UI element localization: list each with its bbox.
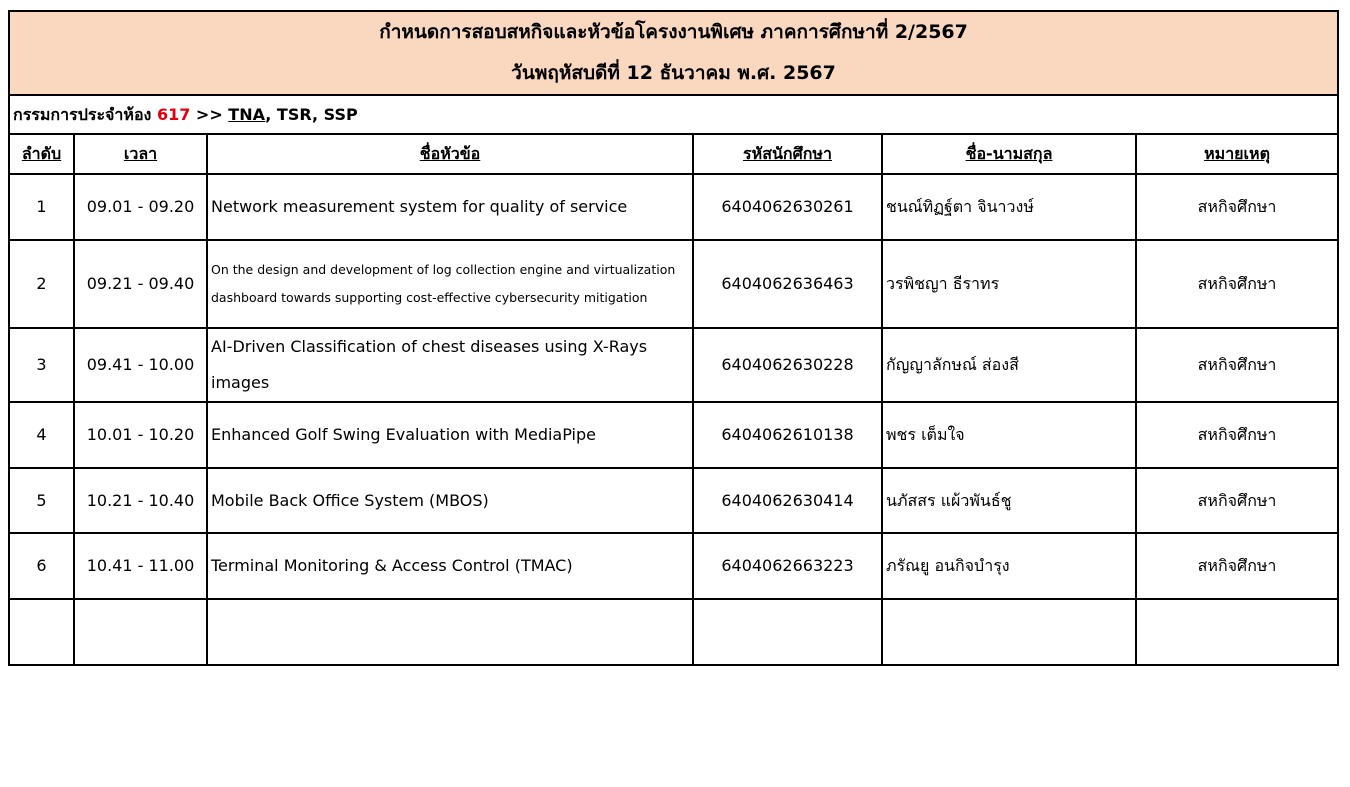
- cell-student-id: 6404062610138: [693, 402, 882, 468]
- committee-member-tna: TNA: [228, 104, 266, 124]
- header-note: หมายเหตุ: [1136, 134, 1338, 174]
- header-topic: ชื่อหัวข้อ: [207, 134, 693, 174]
- committee-members-rest: , TSR, SSP: [265, 104, 358, 124]
- empty-cell: [693, 599, 882, 665]
- cell-time: 10.21 - 10.40: [74, 468, 207, 533]
- table-row: [9, 533, 1338, 599]
- empty-cell: [74, 599, 207, 665]
- committee-prefix: กรรมการประจำห้อง: [13, 104, 157, 124]
- cell-note: สหกิจศึกษา: [1136, 402, 1338, 468]
- cell-student-id: 6404062630414: [693, 468, 882, 533]
- cell-order: 5: [9, 468, 74, 533]
- cell-time: 09.01 - 09.20: [74, 174, 207, 240]
- empty-row: [9, 599, 1338, 665]
- cell-name: ชนณ์ทิฏฐ์ตา จินาวงษ์: [882, 174, 1136, 240]
- table-row: [9, 468, 1338, 533]
- cell-note: สหกิจศึกษา: [1136, 533, 1338, 599]
- schedule-table: [8, 10, 1339, 666]
- title-banner: [9, 11, 1338, 95]
- cell-note: สหกิจศึกษา: [1136, 240, 1338, 328]
- table-row: [9, 328, 1338, 402]
- table-row: [9, 240, 1338, 328]
- table-row: [9, 402, 1338, 468]
- cell-note: สหกิจศึกษา: [1136, 174, 1338, 240]
- table-row: [9, 174, 1338, 240]
- empty-cell: [207, 599, 693, 665]
- cell-name: พชร เต็มใจ: [882, 402, 1136, 468]
- title-line-1: กำหนดการสอบสหกิจและหัวข้อโครงงานพิเศษ ภาคการศึกษาที่ 2/2567: [379, 21, 968, 43]
- cell-student-id: 6404062636463: [693, 240, 882, 328]
- empty-cell: [882, 599, 1136, 665]
- cell-note: สหกิจศึกษา: [1136, 468, 1338, 533]
- cell-note: สหกิจศึกษา: [1136, 328, 1338, 402]
- cell-time: 09.21 - 09.40: [74, 240, 207, 328]
- cell-student-id: 6404062663223: [693, 533, 882, 599]
- cell-name: ภรัณยู อนกิจบำรุง: [882, 533, 1136, 599]
- room-number: 617: [156, 104, 191, 124]
- cell-order: 6: [9, 533, 74, 599]
- cell-topic: On the design and development of log collection engine and virtualization dashboard towards supporting cost-effective cybersecurity mitigation: [207, 240, 693, 328]
- cell-name: วรพิชญา ธีราทร: [882, 240, 1136, 328]
- cell-name: กัญญาลักษณ์ ส่องสี: [882, 328, 1136, 402]
- header-order: ลำดับ: [9, 134, 74, 174]
- cell-time: 09.41 - 10.00: [74, 328, 207, 402]
- cell-topic: Terminal Monitoring & Access Control (TMAC): [207, 533, 693, 599]
- cell-name: นภัสสร แผ้วพันธ์ชู: [882, 468, 1136, 533]
- cell-topic: Enhanced Golf Swing Evaluation with MediaPipe: [207, 402, 693, 468]
- cell-time: 10.01 - 10.20: [74, 402, 207, 468]
- cell-order: 3: [9, 328, 74, 402]
- cell-order: 1: [9, 174, 74, 240]
- header-time: เวลา: [74, 134, 207, 174]
- committee-row: [9, 95, 1338, 134]
- cell-order: 2: [9, 240, 74, 328]
- header-row: [9, 134, 1338, 174]
- cell-student-id: 6404062630228: [693, 328, 882, 402]
- header-name: ชื่อ-นามสกุล: [882, 134, 1136, 174]
- empty-cell: [9, 599, 74, 665]
- empty-cell: [1136, 599, 1338, 665]
- cell-topic: Network measurement system for quality of service: [207, 174, 693, 240]
- cell-topic: AI-Driven Classification of chest diseases using X-Rays images: [207, 328, 693, 402]
- schedule-sheet: [8, 10, 1337, 666]
- title-line-2: วันพฤหัสบดีที่ 12 ธันวาคม พ.ศ. 2567: [511, 62, 836, 84]
- header-student-id: รหัสนักศึกษา: [693, 134, 882, 174]
- cell-student-id: 6404062630261: [693, 174, 882, 240]
- cell-time: 10.41 - 11.00: [74, 533, 207, 599]
- cell-order: 4: [9, 402, 74, 468]
- committee-arrow: >>: [190, 104, 229, 124]
- cell-topic: Mobile Back Office System (MBOS): [207, 468, 693, 533]
